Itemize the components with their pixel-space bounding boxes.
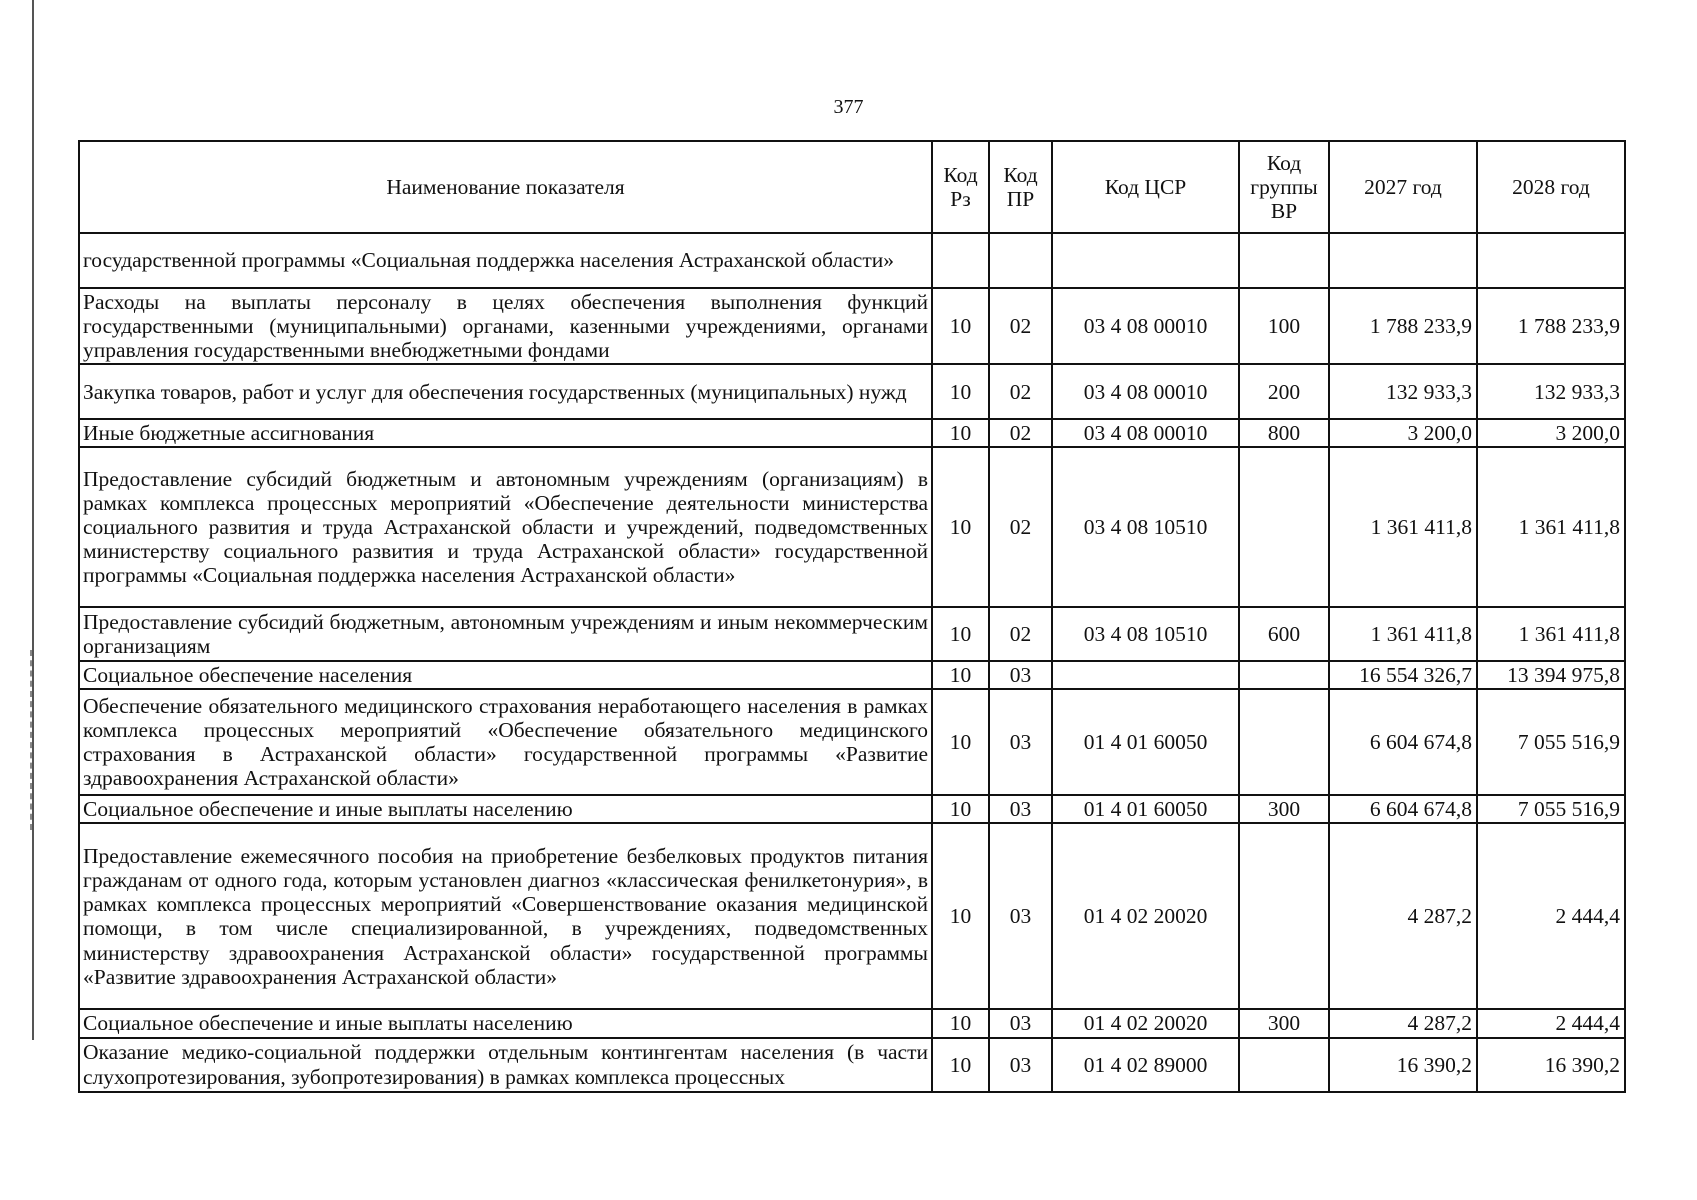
row-vr: 300 (1239, 795, 1329, 823)
row-rz: 10 (932, 1009, 989, 1037)
row-pr: 03 (989, 1038, 1052, 1092)
row-csr: 03 4 08 00010 (1052, 419, 1239, 447)
row-csr: 01 4 02 20020 (1052, 1009, 1239, 1037)
row-2028: 1 361 411,8 (1477, 607, 1625, 661)
table-row (79, 795, 1625, 823)
row-rz: 10 (932, 1038, 989, 1092)
row-2027: 16 554 326,7 (1329, 661, 1477, 689)
table-row (79, 447, 1625, 607)
row-pr: 03 (989, 823, 1052, 1009)
row-2027: 16 390,2 (1329, 1038, 1477, 1092)
row-csr: 01 4 01 60050 (1052, 689, 1239, 795)
row-pr (989, 233, 1052, 288)
row-name: Предоставление субсидий бюджетным и автономным учреждениям (организациям) в рамках комплекса процессных мероприятий «Обеспечение деятельности министерства социального развития и труда Астраханской области и учреждений, подведомственных министерству социального развития и труда Астраханской области» государственной программы «Социальная поддержка населения Астраханской области» (79, 447, 932, 607)
table-header (79, 141, 1625, 233)
row-2028: 1 788 233,9 (1477, 288, 1625, 364)
header-pr: Код ПР (989, 141, 1052, 233)
row-rz: 10 (932, 288, 989, 364)
row-name: Предоставление субсидий бюджетным, автономным учреждениям и иным некоммерческим организациям (79, 607, 932, 661)
row-name: Обеспечение обязательного медицинского страхования неработающего населения в рамках комплекса процессных мероприятий «Обеспечение обязательного медицинского страхования в Астраханской области» государственной программы «Развитие здравоохранения Астраханской области» (79, 689, 932, 795)
row-vr (1239, 1038, 1329, 1092)
row-rz: 10 (932, 447, 989, 607)
row-rz: 10 (932, 795, 989, 823)
table-row (79, 233, 1625, 288)
row-2027 (1329, 233, 1477, 288)
header-name: Наименование показателя (79, 141, 932, 233)
row-name: Социальное обеспечение населения (79, 661, 932, 689)
row-2028: 7 055 516,9 (1477, 795, 1625, 823)
row-csr: 03 4 08 10510 (1052, 447, 1239, 607)
row-2027: 1 361 411,8 (1329, 447, 1477, 607)
row-2027: 1 361 411,8 (1329, 607, 1477, 661)
row-2028: 2 444,4 (1477, 823, 1625, 1009)
row-name: Социальное обеспечение и иные выплаты населению (79, 1009, 932, 1037)
table-row (79, 823, 1625, 1009)
row-2028: 13 394 975,8 (1477, 661, 1625, 689)
row-pr: 02 (989, 607, 1052, 661)
row-name: Социальное обеспечение и иные выплаты населению (79, 795, 932, 823)
row-rz (932, 233, 989, 288)
row-2027: 6 604 674,8 (1329, 795, 1477, 823)
budget-table (78, 140, 1626, 1093)
row-2027: 3 200,0 (1329, 419, 1477, 447)
row-vr: 100 (1239, 288, 1329, 364)
row-pr: 03 (989, 795, 1052, 823)
table-row (79, 689, 1625, 795)
row-pr: 02 (989, 288, 1052, 364)
row-name: государственной программы «Социальная поддержка населения Астраханской области» (79, 233, 932, 288)
row-rz: 10 (932, 419, 989, 447)
row-name: Иные бюджетные ассигнования (79, 419, 932, 447)
left-margin-dash (30, 650, 32, 830)
header-2028: 2028 год (1477, 141, 1625, 233)
row-vr: 200 (1239, 364, 1329, 419)
row-rz: 10 (932, 661, 989, 689)
row-2028: 132 933,3 (1477, 364, 1625, 419)
row-2027: 4 287,2 (1329, 1009, 1477, 1037)
row-2028: 7 055 516,9 (1477, 689, 1625, 795)
row-2027: 6 604 674,8 (1329, 689, 1477, 795)
row-vr (1239, 447, 1329, 607)
row-name: Расходы на выплаты персоналу в целях обеспечения выполнения функций государственными (муниципальными) органами, казенными учреждениями, органами управления государственными внебюджетными фондами (79, 288, 932, 364)
row-vr: 800 (1239, 419, 1329, 447)
header-rz: Код Рз (932, 141, 989, 233)
row-2027: 1 788 233,9 (1329, 288, 1477, 364)
row-name: Закупка товаров, работ и услуг для обеспечения государственных (муниципальных) нужд (79, 364, 932, 419)
table-row (79, 607, 1625, 661)
row-vr (1239, 661, 1329, 689)
table-row (79, 661, 1625, 689)
row-pr: 02 (989, 447, 1052, 607)
row-rz: 10 (932, 607, 989, 661)
row-rz: 10 (932, 364, 989, 419)
row-2028 (1477, 233, 1625, 288)
left-margin-line (32, 0, 34, 1040)
page-number: 377 (833, 96, 864, 118)
row-rz: 10 (932, 689, 989, 795)
header-vr: Код группы ВР (1239, 141, 1329, 233)
table-body (79, 233, 1625, 1092)
table-row (79, 419, 1625, 447)
row-csr: 03 4 08 00010 (1052, 288, 1239, 364)
row-pr: 03 (989, 689, 1052, 795)
row-csr: 01 4 01 60050 (1052, 795, 1239, 823)
row-rz: 10 (932, 823, 989, 1009)
row-pr: 03 (989, 1009, 1052, 1037)
row-csr (1052, 233, 1239, 288)
row-2028: 2 444,4 (1477, 1009, 1625, 1037)
header-2027: 2027 год (1329, 141, 1477, 233)
row-name: Предоставление ежемесячного пособия на приобретение безбелковых продуктов питания гражданам от одного года, которым установлен диагноз «классическая фенилкетонурия», в рамках комплекса процессных мероприятий «Совершенствование оказания медицинской помощи, в том числе специализированной, в учреждениях, подведомственных министерству здравоохранения Астраханской области» государственной программы «Развитие здравоохранения Астраханской области» (79, 823, 932, 1009)
row-csr: 01 4 02 20020 (1052, 823, 1239, 1009)
table-row (79, 1009, 1625, 1037)
header-row (79, 141, 1625, 233)
row-csr: 03 4 08 10510 (1052, 607, 1239, 661)
table-row (79, 1038, 1625, 1092)
header-csr: Код ЦСР (1052, 141, 1239, 233)
row-2027: 4 287,2 (1329, 823, 1477, 1009)
row-csr: 03 4 08 00010 (1052, 364, 1239, 419)
row-pr: 02 (989, 419, 1052, 447)
row-2027: 132 933,3 (1329, 364, 1477, 419)
row-2028: 16 390,2 (1477, 1038, 1625, 1092)
table-row (79, 288, 1625, 364)
row-vr (1239, 823, 1329, 1009)
row-pr: 02 (989, 364, 1052, 419)
row-vr: 600 (1239, 607, 1329, 661)
row-2028: 3 200,0 (1477, 419, 1625, 447)
row-vr (1239, 689, 1329, 795)
table-row (79, 364, 1625, 419)
row-csr: 01 4 02 89000 (1052, 1038, 1239, 1092)
row-2028: 1 361 411,8 (1477, 447, 1625, 607)
row-vr: 300 (1239, 1009, 1329, 1037)
row-vr (1239, 233, 1329, 288)
row-pr: 03 (989, 661, 1052, 689)
row-csr (1052, 661, 1239, 689)
row-name: Оказание медико-социальной поддержки отдельным контингентам населения (в части слухопротезирования, зубопротезирования) в рамках комплекса процессных (79, 1038, 932, 1092)
